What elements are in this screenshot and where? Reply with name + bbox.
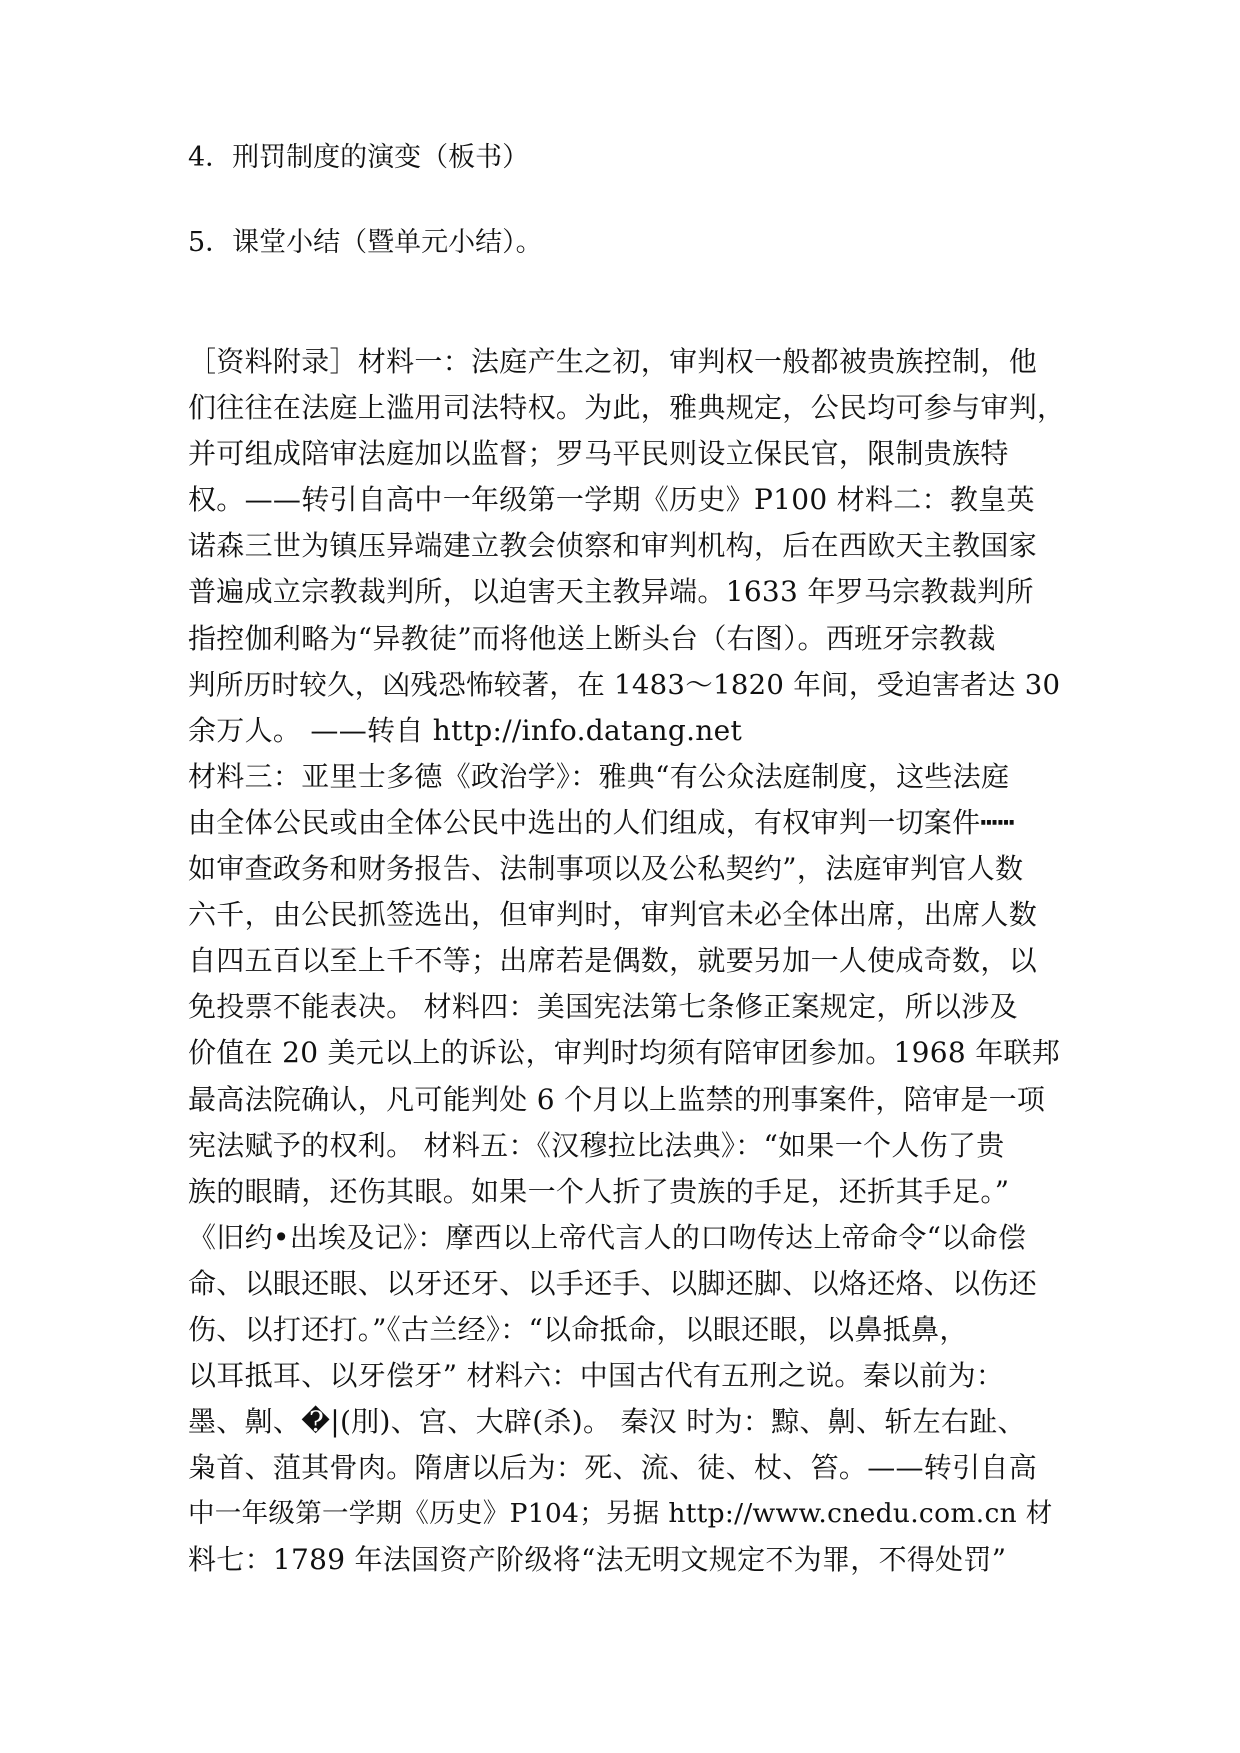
body-line: 指控伽利略为“异教徒”而将他送上断头台（右图）。西班牙宗教裁 (188, 621, 996, 655)
heading-item-5: 5．课堂小结（暨单元小结）。 (188, 227, 543, 258)
body-line: 诺森三世为镇压异端建立教会侦察和审判机构，后在西欧天主教国家 (188, 529, 1038, 563)
body-line: 宪法赋予的权利。 材料五：《汉穆拉比法典》：“如果一个人伤了贵 (188, 1128, 1005, 1162)
body-line: 如审查政务和财务报告、法制事项以及公私契约”，法庭审判官人数 (188, 852, 1024, 886)
body-line: 价值在 20 美元以上的诉讼，审判时均须有陪审团参加。1968 年联邦 (188, 1036, 1061, 1070)
body-line: 《旧约•出埃及记》：摩西以上帝代言人的口吻传达上帝命令“以命偿 (188, 1220, 1027, 1254)
body-line: 免投票不能表决。 材料四：美国宪法第七条修正案规定，所以涉及 (188, 990, 1018, 1024)
body-line: 以耳抵耳、以牙偿牙” 材料六：中国古代有五刑之说。秦以前为： (188, 1359, 1005, 1393)
body-line: 权。——转引自高中一年级第一学期《历史》P100 材料二：教皇英 (188, 483, 1035, 517)
body-line: 中一年级第一学期《历史》P104；另据 http://www.cnedu.com.cn 材 (188, 1498, 1053, 1530)
body-line: 伤、以打还打。”《古兰经》：“以命抵命，以眼还眼，以鼻抵鼻， (188, 1312, 968, 1346)
body-line: 判所历时较久，凶残恐怖较著，在 1483～1820 年间，受迫害者达 30 (188, 668, 1061, 701)
body-line: 最高法院确认，凡可能判处 6 个月以上监禁的刑事案件，陪审是一项 (188, 1082, 1046, 1116)
body-line: 材料三：亚里士多德《政治学》：雅典“有公众法庭制度，这些法庭 (188, 759, 1010, 793)
body-line: 墨、劓、�|(刖)、宫、大辟(杀)。 秦汉 时为：黥、劓、斩左右趾、 (188, 1405, 1026, 1439)
heading-item-4: 4．刑罚制度的演变（板书） (188, 142, 530, 173)
body-line: 族的眼睛，还伤其眼。如果一个人折了贵族的手足，还折其手足。” (188, 1174, 1010, 1208)
body-line: 枭首、菹其骨肉。隋唐以后为：死、流、徒、杖、笞。——转引自高 (188, 1451, 1038, 1485)
body-line: 六千，由公民抓签选出，但审判时，审判官未必全体出席，出席人数 (188, 898, 1038, 932)
body-line: 普遍成立宗教裁判所，以迫害天主教异端。1633 年罗马宗教裁判所 (188, 575, 1034, 609)
body-line: 并可组成陪审法庭加以监督；罗马平民则设立保民官，限制贵族特 (188, 437, 1009, 471)
body-line: 余万人。 ——转自 http://info.datang.net (188, 713, 743, 747)
body-line: 由全体公民或由全体公民中选出的人们组成，有权审判一切案件┅┅ (188, 805, 1015, 839)
body-line: 命、以眼还眼、以牙还牙、以手还手、以脚还脚、以烙还烙、以伤还 (188, 1266, 1038, 1300)
body-line: 料七：1789 年法国资产阶级将“法无明文规定不为罪，不得处罚” (188, 1543, 1007, 1577)
appendix-body (188, 339, 1068, 1584)
body-line: 们往往在法庭上滥用司法特权。为此，雅典规定，公民均可参与审判， (188, 391, 1066, 425)
body-line: 自四五百以至上千不等；出席若是偶数，就要另加一人使成奇数，以 (188, 944, 1038, 978)
body-line: ［资料附录］材料一：法庭产生之初，审判权一般都被贵族控制，他 (188, 345, 1038, 378)
